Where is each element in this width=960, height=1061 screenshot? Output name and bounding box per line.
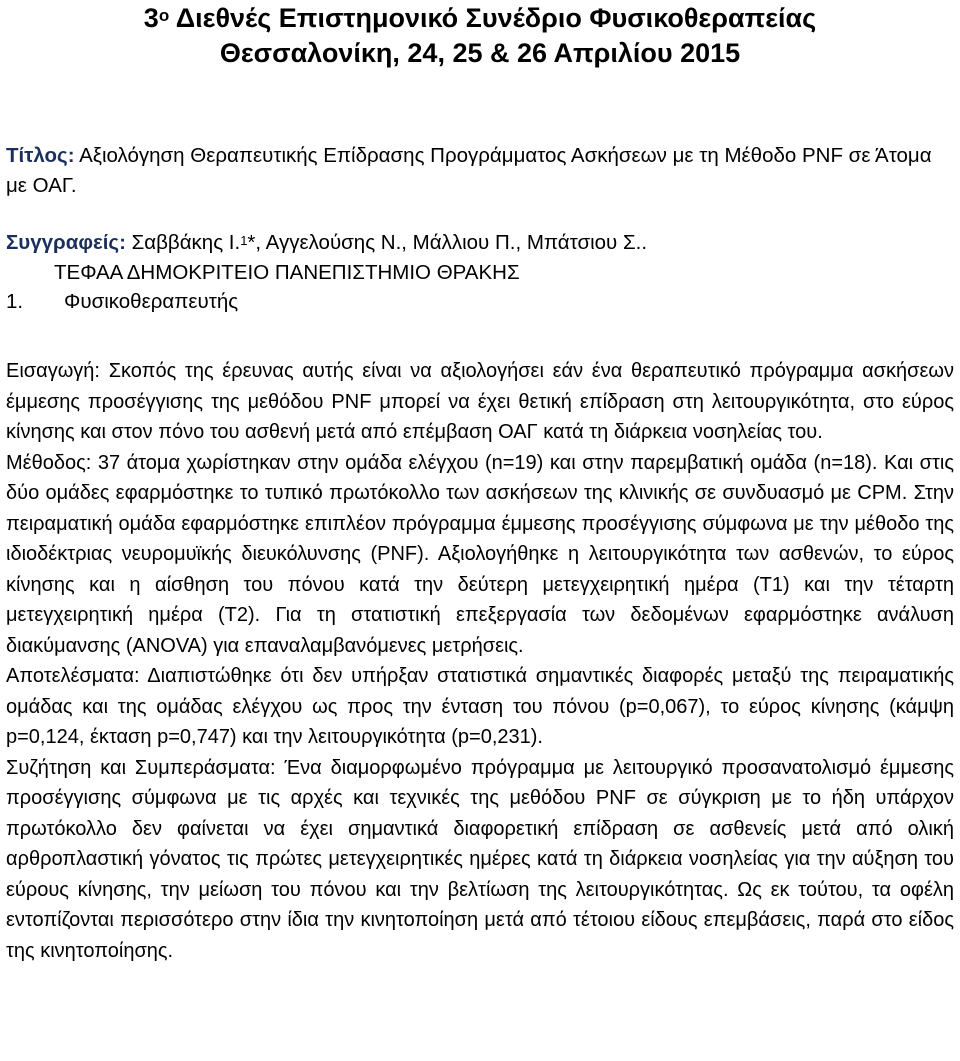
authors-label: Συγγραφείς:	[6, 231, 126, 254]
ordinal-superscript: ο	[158, 6, 170, 25]
conference-name: Διεθνές Επιστημονικό Συνέδριο Φυσικοθεραπείας	[169, 3, 817, 33]
abstract	[6, 356, 954, 966]
affiliation: ΤΕΦΑΑ ΔΗΜΟΚΡΙΤΕΙΟ ΠΑΝΕΠΙΣΤΗΜΙΟ ΘΡΑΚΗΣ	[54, 261, 520, 284]
footnote-text: Φυσικοθεραπευτής	[64, 290, 239, 313]
conference-location-dates: Θεσσαλονίκη, 24, 25 & 26 Απριλίου 2015	[219, 38, 741, 68]
title-text: Αξιολόγηση Θεραπευτικής Επίδρασης Προγράμματος Ασκήσεων με τη Μέθοδο PNF σε Άτομα με ΟΑΓ.	[6, 144, 932, 197]
results-paragraph: Αποτελέσματα: Διαπιστώθηκε ότι δεν υπήρξαν στατιστικά σημαντικές διαφορές μεταξύ της πειραματικής ομάδας και της ομάδας ελέγχου ως προς την ένταση του πόνου (p=0,067), το εύρος κίνησης (κάμψη p=0,124, έκταση p=0,747) και την λειτουργικότητα (p=0,231).	[6, 665, 954, 748]
first-author: Σαββάκης Ι.	[125, 231, 241, 254]
discussion-paragraph: Συζήτηση και Συμπεράσματα: Ένα διαμορφωμένο πρόγραμμα με λειτουργικό προσανατολισμό έμμεσης προσέγγισης σύμφωνα με τις αρχές και τεχνικές της μεθόδου PNF σε σύγκριση με το ήδη υπάρχον πρωτόκολλο δεν φαίνεται να έχει σημαντικά διαφορετική επίδραση σε ασθενείς μετά από ολική αρθροπλαστική γόνατος τις πρώτες μετεγχειρητικές ημέρες κατά τη διάρκεια νοσηλείας για την αύξηση του εύρους κίνησης, την μείωση του πόνου και την βελτίωση της λειτουργικότητας. Ως εκ τούτου, τα οφέλη εντοπίζονται περισσότερο στην ίδια την κινητοποίηση μετά από τέτοιου είδους επεμβάσεις, παρά στο είδος της κινητοποίησης.	[6, 756, 954, 962]
authors-line	[6, 228, 647, 258]
conference-title	[0, 0, 960, 36]
footnote-number: 1.	[6, 290, 24, 313]
other-authors: *, Αγγελούσης Ν., Μάλλιου Π., Μπάτσιου Σ..	[247, 231, 648, 254]
method-paragraph: Μέθοδος: 37 άτομα χωρίστηκαν στην ομάδα ελέγχου (n=19) και στην παρεμβατική ομάδα (n=18). Και στις δύο ομάδες εφαρμόστηκε το τυπικό πρωτόκολλο των ασκήσεων της κλινικής σε συνδυασμό με CPM. Στην πειραματική ομάδα εφαρμόστηκε επιπλέον πρόγραμμα έμμεσης προσέγγισης σύμφωνα με την μέθοδο της ιδιοδέκτριας νευρομυϊκής διευκόλυνσης (PNF). Αξιολογήθηκε η λειτουργικότητα των ασθενών, το εύρος κίνησης και η αίσθηση του πόνου κατά την δεύτερη μετεγχειρητική ημέρα (T1) και την τέταρτη μετεγχειρητική ημέρα (T2). Για τη στατιστική επεξεργασία των δεδομένων εφαρμόστηκε ανάλυση διακύμανσης (ANOVA) για επαναλαμβανόμενες μετρήσεις.	[6, 451, 954, 657]
title-label: Τίτλος:	[6, 144, 75, 167]
paper-title	[6, 141, 956, 201]
conference-number: 3	[143, 3, 159, 33]
author-footnote	[6, 287, 238, 317]
introduction-paragraph: Εισαγωγή: Σκοπός της έρευνας αυτής είναι να αξιολογήσει εάν ένα θεραπευτικό πρόγραμμα ασκήσεων έμμεσης προσέγγισης της μεθόδου PNF μπορεί να έχει θετική επίδραση στη λειτουργικότητα, στο εύρος κίνησης και στον πόνο του ασθενή μετά από επέμβαση ΟΑΓ κατά τη διάρκεια νοσηλείας του.	[6, 360, 954, 443]
author-footnote-mark: 1	[240, 233, 248, 248]
